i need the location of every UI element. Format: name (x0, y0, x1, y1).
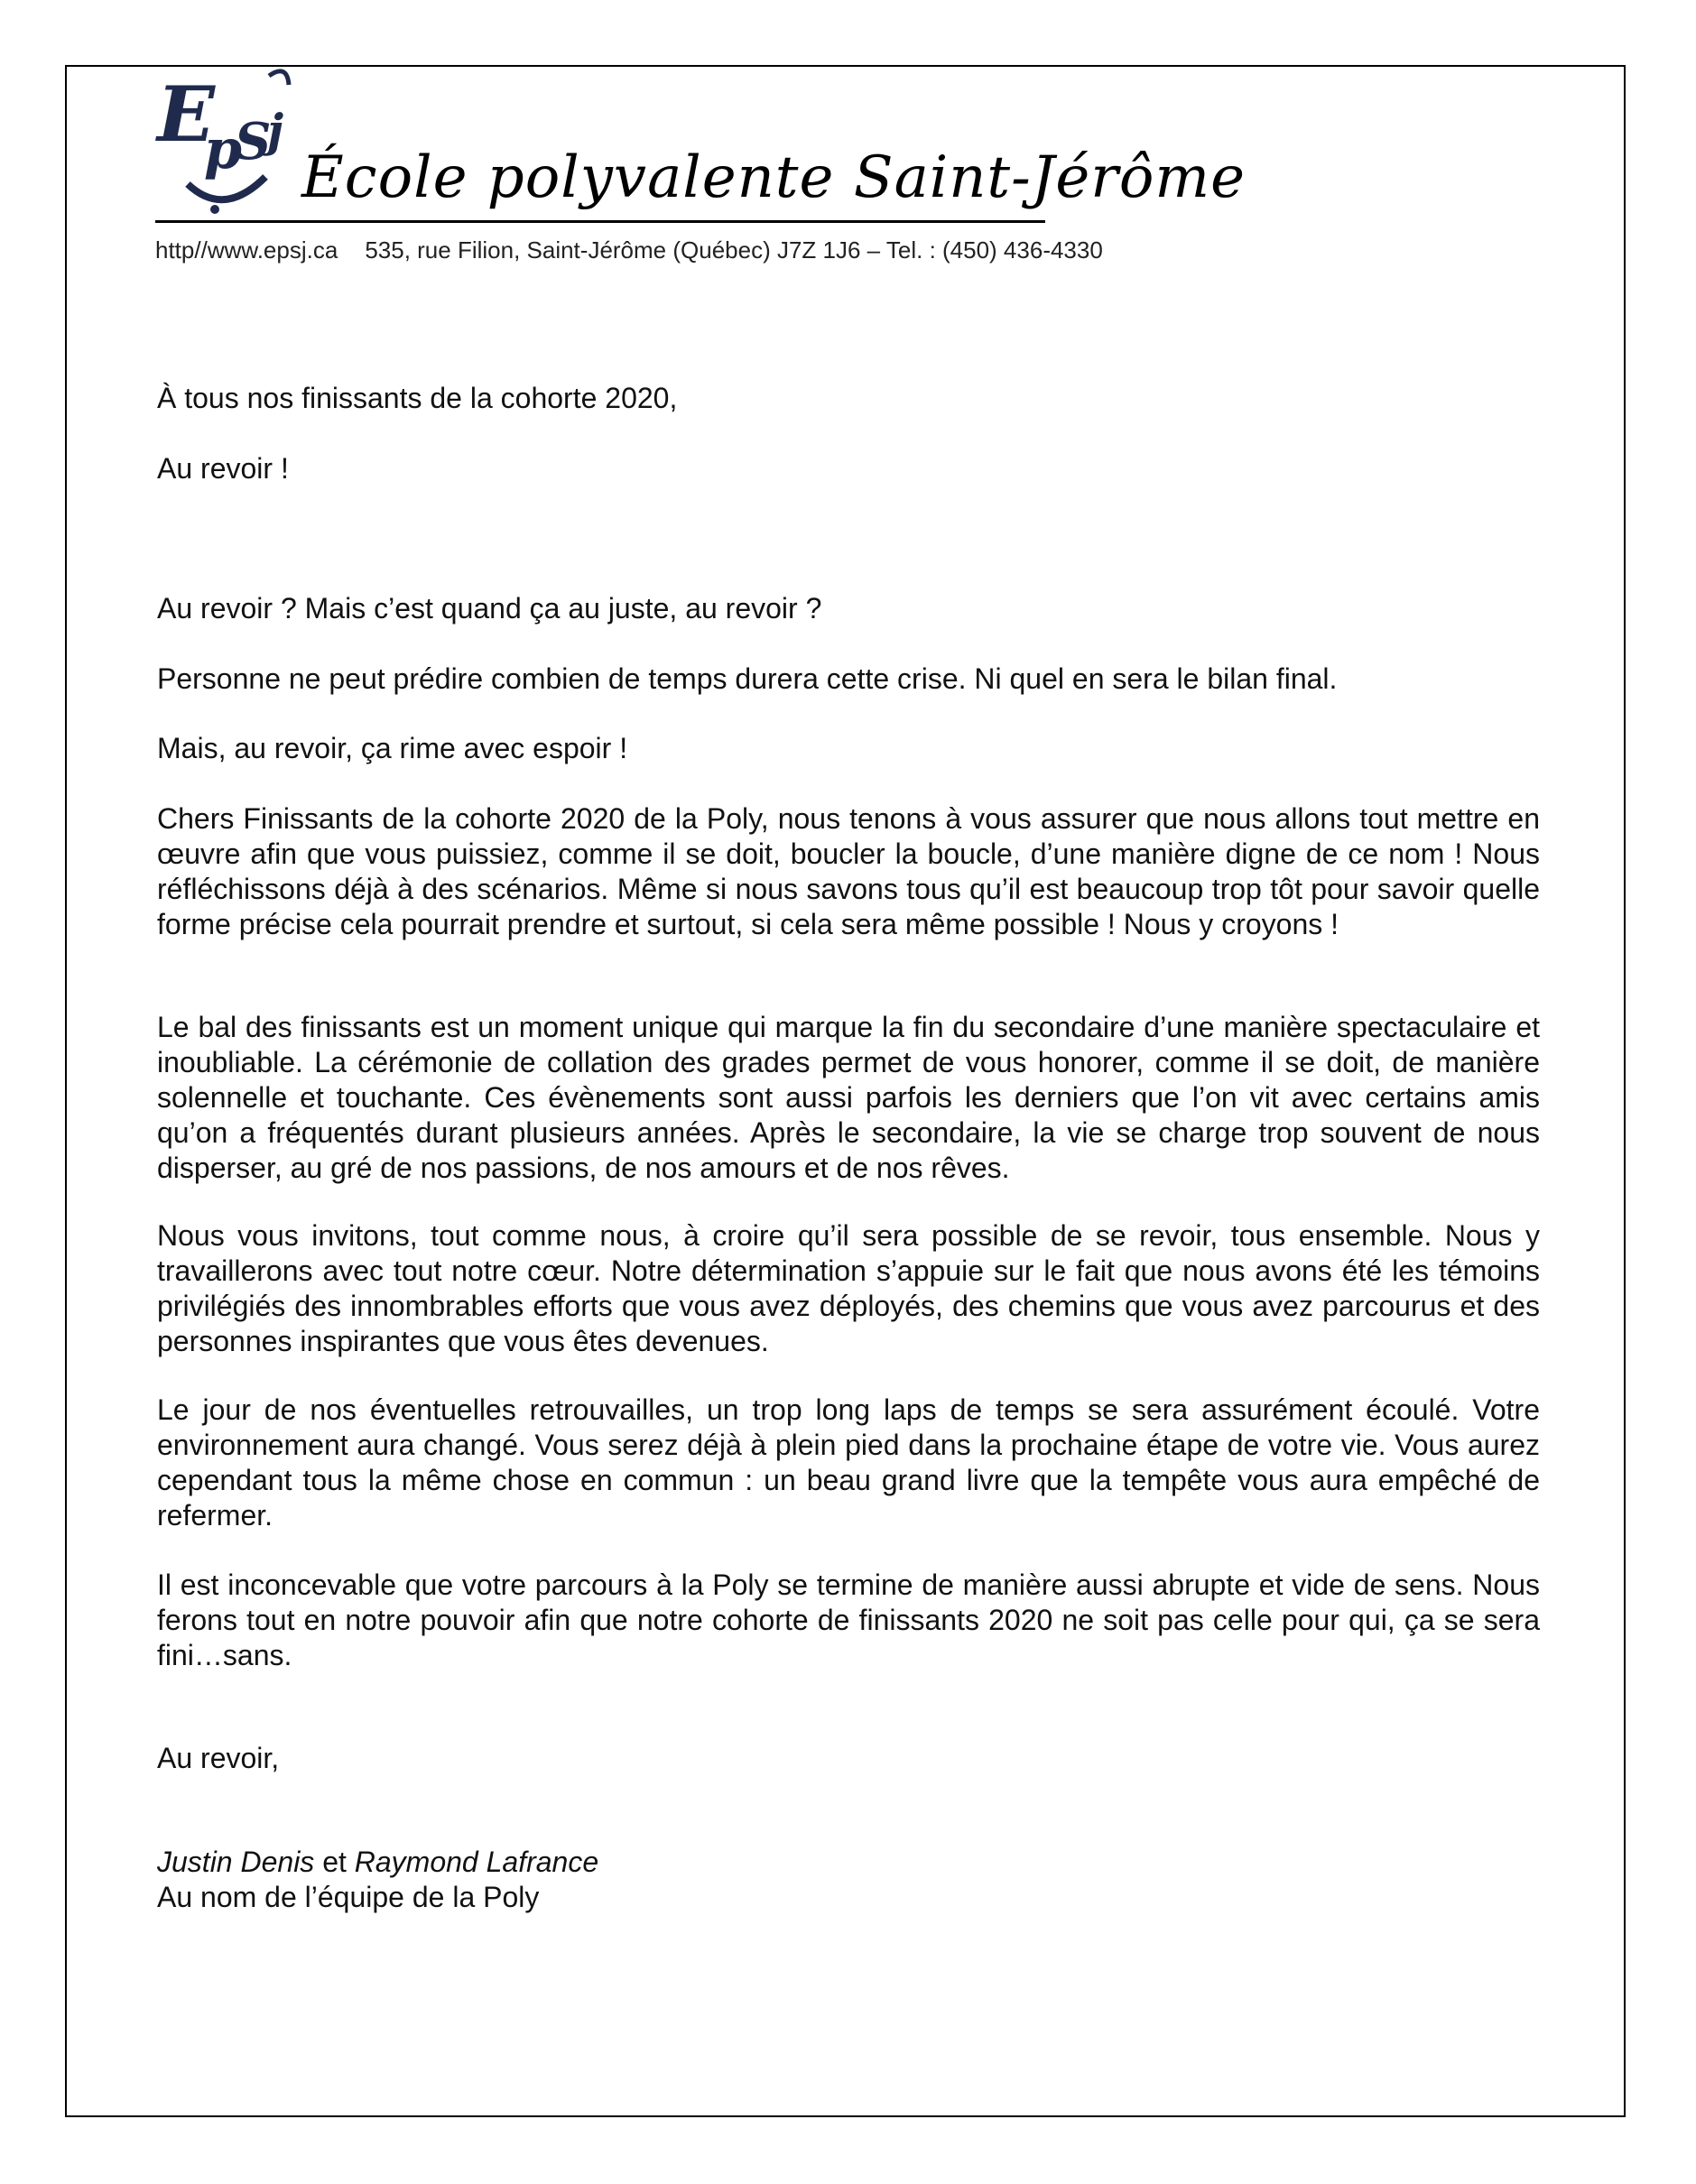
closing: Au revoir, (157, 1742, 280, 1774)
paragraph-3: Mais, au revoir, ça rime avec espoir ! (157, 732, 628, 764)
svg-text:E: E (157, 69, 216, 159)
paragraph-8: Il est inconcevable que votre parcours à la Poly se termine de manière aussi abrupte et vide de sens. Nous ferons tout en notre pouvoir afin que notre cohorte de finissants 2020 ne soit pas celle pour qui, ça se sera fini…sans. (157, 1569, 1540, 1671)
signer-conjunction: et (322, 1846, 347, 1878)
header-divider (155, 220, 1045, 223)
svg-text:j: j (267, 104, 284, 157)
paragraph-2: Personne ne peut prédire combien de temps durera cette crise. Ni quel en sera le bilan final. (157, 662, 1338, 695)
paragraph-4: Chers Finissants de la cohorte 2020 de la Poly, nous tenons à vous assurer que nous allons tout mettre en œuvre afin que vous puissiez, comme il se doit, boucler la boucle, d’une manière digne de ce nom ! Nous réfléchissons déjà à des scénarios. Même si nous savons tous qu’il est beaucoup trop tôt pour savoir quelle forme précise cela pourrait prendre et surtout, si cela sera même possible ! Nous y croyons ! (157, 802, 1540, 940)
school-name: École polyvalente Saint-Jérôme (301, 144, 1246, 211)
school-address: 535, rue Filion, Saint-Jérôme (Québec) J7Z 1J6 – Tel. : (450) 436-4330 (365, 236, 1103, 264)
paragraph-6: Nous vous invitons, tout comme nous, à croire qu’il sera possible de se revoir, tous ensemble. Nous y travaillerons avec tout notre cœur. Notre détermination s’appuie sur le fait que nous avons été les témoins privilégiés des innombrables efforts que vous avez déployés, des chemins que vous avez parcourus et des personnes inspirantes que vous êtes devenues. (157, 1219, 1540, 1357)
paragraph-1: Au revoir ? Mais c’est quand ça au juste, au revoir ? (157, 592, 822, 625)
salutation: À tous nos finissants de la cohorte 2020, (157, 382, 678, 414)
paragraph-5: Le bal des finissants est un moment unique qui marque la fin du secondaire d’une manière spectaculaire et inoubliable. La cérémonie de collation des grades permet de vous honorer, comme il se doit, de manière solennelle et touchante. Ces évènements sont aussi parfois les derniers que l’on vit avec certains amis qu’on a fréquentés durant plusieurs années. Après le secondaire, la vie se charge trop souvent de nous disperser, au gré de nos passions, de nos amours et de nos rêves. (157, 1011, 1540, 1184)
signature-names (157, 1845, 1540, 1880)
svg-text:p: p (204, 118, 242, 181)
svg-text:S: S (235, 112, 272, 171)
signer-2: Raymond Lafrance (354, 1846, 599, 1878)
website-link[interactable]: http//www.epsj.ca (155, 236, 338, 264)
paragraph-7: Le jour de nos éventuelles retrouvailles, un trop long laps de temps se sera assurément écoulé. Votre environnement aura changé. Vous serez déjà à plein pied dans la prochaine étape de votre vie. Vous aurez cependant tous la même chose en commun : un beau grand livre que la tempête vous aura empêché de refermer. (157, 1393, 1540, 1532)
header-contact (155, 236, 1103, 264)
signature-team: Au nom de l’équipe de la Poly (157, 1881, 540, 1913)
opening-line: Au revoir ! (157, 452, 289, 485)
school-logo (152, 58, 296, 220)
signer-1: Justin Denis (157, 1846, 315, 1878)
